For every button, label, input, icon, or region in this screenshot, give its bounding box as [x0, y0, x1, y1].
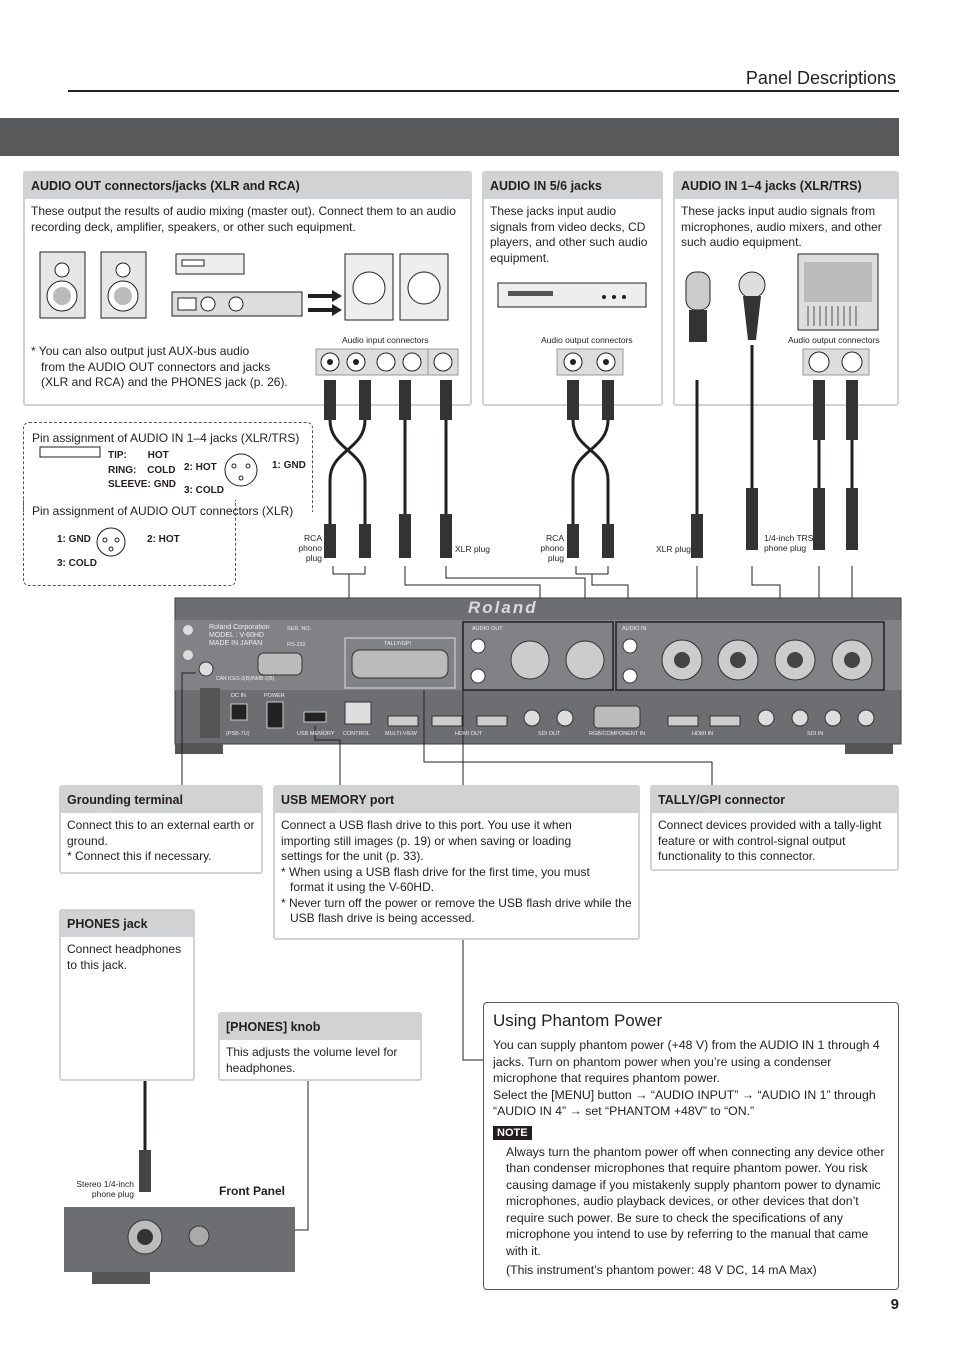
panel-hdmiin: HDMI IN [692, 731, 714, 737]
panel-psb: (PSB-7U) [226, 731, 250, 737]
rca-plug-label-2: RCA phono plug [540, 533, 564, 563]
panel-dcin: DC IN [231, 693, 246, 699]
recorder-amplifier-icon [172, 254, 302, 316]
microphone-icon [686, 272, 765, 342]
phantom-note2: (This instrument’s phantom power: 48 V DC, 14 mA Max) [506, 1263, 817, 1277]
panel-audioout: AUDIO OUT [472, 626, 503, 632]
grounding-note: * Connect this if necessary. [67, 849, 212, 863]
audio-out-title: AUDIO OUT connectors/jacks (XLR and RCA) [25, 173, 470, 199]
phones-jack-text: Connect headphones to this jack. [67, 942, 182, 972]
usb-memory-box [273, 785, 640, 940]
roland-logo: Roland [468, 598, 538, 617]
xlr-out-hot: 2: HOT [147, 534, 180, 545]
tally-gpi-title: TALLY/GPI connector [652, 787, 897, 813]
rca-plug-label-1: RCA phono plug [298, 533, 322, 563]
xlr-in-gnd: 1: GND [272, 460, 306, 471]
trs-plug-label: 1/4-inch TRS phone plug [764, 533, 814, 553]
panel-audioin: AUDIO IN [622, 626, 647, 632]
panel-usb: USB MEMORY [297, 731, 335, 737]
phones-jack-title: PHONES jack [61, 911, 193, 937]
grounding-text: Connect this to an external earth or ground. [67, 818, 255, 848]
audio-in-56-text: These jacks input audio signals from video decks, CD players, and other such audio equipment. [490, 204, 648, 265]
xlr-pin-title: Pin assignment of AUDIO OUT connectors (XLR) [32, 504, 294, 518]
audio-output-connectors-label-56: Audio output connectors [541, 335, 633, 345]
panel-power: POWER [264, 693, 285, 699]
xlr-plug-label-1: XLR plug [455, 544, 490, 554]
phantom-note1: Always turn the phantom power off when connecting any device other than condenser microphones that require phantom power. You risk causing damage if you mistakenly supply phantom power to dynamic microphones, audio playback devices, or other devices that don’t require such power. Be sure to check the specifications of any microphone you intend to use by referring to the manual that came with it. [506, 1144, 885, 1258]
panel-rs232: RS-232 [287, 642, 306, 648]
page-header-title: Panel Descriptions [745, 68, 896, 88]
panel-sdiin: SDI IN [807, 731, 824, 737]
stereo-plug-label: Stereo 1/4-inch phone plug [76, 1179, 134, 1199]
trs-pin-list: TIP: HOT RING: COLD SLEEVE: GND [108, 450, 177, 490]
phones-knob-text: This adjusts the volume level for headphones. [226, 1045, 398, 1075]
panel-can-label: CAN ICES-3(B)/NMB-3(B) [216, 676, 275, 682]
front-panel-label: Front Panel [219, 1184, 286, 1198]
xlr-in-hot: 2: HOT [184, 462, 217, 473]
grounding-box [59, 785, 263, 874]
speaker-icon [40, 252, 146, 318]
usb-memory-note2: * Never turn off the power or remove the USB flash drive while the USB flash drive is being accessed. [281, 895, 632, 925]
xlr-plug-label-2: XLR plug [656, 544, 691, 554]
front-panel [64, 1207, 295, 1284]
audio-in-56-title: AUDIO IN 5/6 jacks [484, 173, 661, 199]
panel-sdiout: SDI OUT [538, 731, 561, 737]
usb-memory-title: USB MEMORY port [275, 787, 638, 813]
trs-pin-title: Pin assignment of AUDIO IN 1–4 jacks (XLR/TRS) [32, 431, 300, 445]
audio-output-connectors-14 [803, 349, 869, 375]
audio-in-14-title: AUDIO IN 1–4 jacks (XLR/TRS) [675, 173, 897, 199]
audio-mixer-icon [798, 254, 878, 330]
audio-in-14-text: These jacks input audio signals from microphones, audio mixers, and other such audio equipment. [681, 204, 882, 249]
phantom-title: Using Phantom Power [493, 1011, 663, 1030]
audio-out-note: * You can also output just AUX-bus audio from the AUDIO OUT connectors and jacks (XLR and RCA) and the PHONES jack (p. 26). [31, 344, 288, 389]
phones-knob-title: [PHONES] knob [220, 1014, 420, 1040]
panel-rgbcomp: RGB/COMPONENT IN [589, 731, 646, 737]
panel-tally: TALLY/GPI [384, 641, 412, 647]
monitor-speaker-icon [345, 254, 448, 320]
phantom-power-box [483, 1002, 899, 1290]
audio-out-text: These output the results of audio mixing (master out). Connect them to an audio recording deck, amplifier, speakers, or other such equipment. [31, 204, 456, 234]
tally-gpi-box [650, 785, 899, 871]
phantom-p2: Select the [MENU] button → “AUDIO INPUT” → “AUDIO IN 1” through “AUDIO IN 4” → set “PHANTOM +48V” to “ON.” [493, 1087, 876, 1118]
grounding-title: Grounding terminal [61, 787, 261, 813]
xlr-out-gnd: 1: GND [57, 534, 91, 545]
panel-multiview: MULTI-VIEW [385, 731, 417, 737]
usb-memory-note1: * When using a USB flash drive for the first time, you must format it using the V-60HD. [281, 864, 590, 894]
audio-input-connectors [316, 349, 458, 375]
note-tag: NOTE [493, 1126, 532, 1140]
phantom-p1: You can supply phantom power (+48 V) from the AUDIO IN 1 through 4 jacks. Turn on phantom power when you’re using a condenser microphone that requires phantom power. [493, 1038, 880, 1085]
panel-control: CONTROL [343, 731, 370, 737]
xlr-out-cold: 3: COLD [57, 558, 97, 569]
panel-hdmiout: HDMI OUT [455, 731, 483, 737]
usb-memory-text: Connect a USB flash drive to this port. You use it when importing still images (p. 19) or when saving or loading settings for the unit (p. 33). [281, 818, 572, 863]
audio-output-connectors-56 [557, 349, 623, 375]
tally-gpi-text: Connect devices provided with a tally-light feature or with control-signal output functionality to this connector. [658, 818, 882, 863]
arrow-icon [308, 290, 342, 316]
audio-input-connectors-label: Audio input connectors [342, 335, 429, 345]
panel-corp-label: Roland Corporation MODEL : V-60HD MADE IN JAPAN [209, 624, 270, 647]
cd-player-icon [498, 283, 646, 307]
phones-knob-box [218, 1012, 422, 1081]
xlr-in-cold: 3: COLD [184, 485, 224, 496]
audio-output-connectors-label-14: Audio output connectors [788, 335, 880, 345]
page-number: 9 [890, 1296, 899, 1313]
panel-serno: SER. NO. [287, 626, 312, 632]
phones-jack-box [59, 909, 195, 1081]
